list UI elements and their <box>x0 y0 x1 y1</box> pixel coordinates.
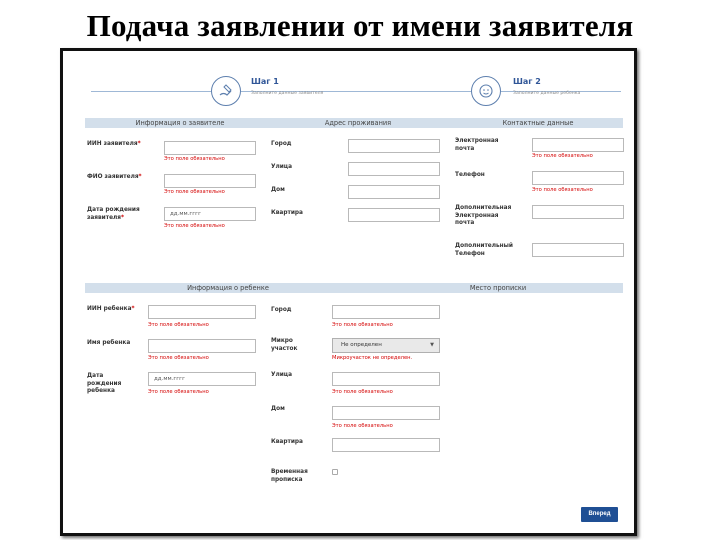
registration-apartment-label: Квартира <box>271 439 303 445</box>
application-form-screenshot <box>60 48 637 536</box>
step-1-circle[interactable] <box>211 76 241 106</box>
step-line-left <box>91 91 211 92</box>
applicant-iin-error: Это поле обязательно <box>164 156 225 162</box>
child-iin-label: ИИН ребенка* <box>87 306 135 312</box>
next-button[interactable]: Вперед <box>581 507 618 522</box>
applicant-fio-label: ФИО заявителя* <box>87 174 142 180</box>
registration-apartment-input[interactable] <box>332 438 440 452</box>
child-name-error: Это поле обязательно <box>148 355 209 361</box>
child-birthdate-error: Это поле обязательно <box>148 389 209 395</box>
contact-email-input[interactable] <box>532 138 624 152</box>
contact-extra-phone-input[interactable] <box>532 243 624 257</box>
applicant-iin-input[interactable] <box>164 141 256 155</box>
registration-house-error: Это поле обязательно <box>332 423 393 429</box>
section-contact-data: Контактные данные <box>502 119 574 127</box>
registration-house-input[interactable] <box>332 406 440 420</box>
child-name-label: Имя ребенка <box>87 340 131 346</box>
registration-street-label: Улица <box>271 372 292 378</box>
contact-phone-label: Телефон <box>455 172 485 178</box>
child-birthdate-label: Дата рождения ребенка <box>87 373 122 394</box>
registration-street-error: Это поле обязательно <box>332 389 393 395</box>
step-2-subtitle: Заполните данные ребенка <box>513 91 581 96</box>
section-child-info: Информация о ребенке <box>187 284 269 292</box>
contact-email-label: Электронная почта <box>455 138 499 152</box>
address-street-input[interactable] <box>348 162 440 176</box>
registration-city-label: Город <box>271 307 292 313</box>
address-city-input[interactable] <box>348 139 440 153</box>
hand-pen-icon <box>217 82 235 100</box>
registration-city-input[interactable] <box>332 305 440 319</box>
baby-face-icon <box>477 82 495 100</box>
address-city-label: Город <box>271 141 292 147</box>
applicant-iin-label: ИИН заявителя* <box>87 141 141 147</box>
slide-title: Подача заявлении от имени заявителя <box>86 8 634 43</box>
registration-temporary-label: Временная прописка <box>271 469 308 483</box>
contact-phone-error: Это поле обязательно <box>532 187 593 193</box>
registration-district-error: Микроучасток не определен. <box>332 355 413 361</box>
child-name-input[interactable] <box>148 339 256 353</box>
chevron-down-icon: ▼ <box>430 342 434 348</box>
applicant-birthdate-label: Дата рождения заявителя* <box>87 207 140 221</box>
registration-district-select[interactable] <box>332 338 440 353</box>
section-residence-address: Адрес проживания <box>324 119 392 127</box>
child-iin-input[interactable] <box>148 305 256 319</box>
step-1-title: Шаг 1 <box>251 77 279 86</box>
contact-extra-email-label: Дополнительная Электронная почта <box>455 205 512 226</box>
address-house-label: Дом <box>271 187 285 193</box>
applicant-birthdate-input[interactable]: дд.мм.гггг <box>164 207 256 221</box>
registration-city-error: Это поле обязательно <box>332 322 393 328</box>
contact-email-error: Это поле обязательно <box>532 153 593 159</box>
registration-district-value: Не определен <box>341 342 382 348</box>
registration-temporary-checkbox[interactable] <box>332 469 338 475</box>
registration-street-input[interactable] <box>332 372 440 386</box>
child-birthdate-input[interactable]: дд.мм.гггг <box>148 372 256 386</box>
applicant-fio-input[interactable] <box>164 174 256 188</box>
step-1-subtitle: Заполните данные заявителя <box>251 91 324 96</box>
step-2-circle[interactable] <box>471 76 501 106</box>
address-street-label: Улица <box>271 164 292 170</box>
child-iin-error: Это поле обязательно <box>148 322 209 328</box>
contact-phone-input[interactable] <box>532 171 624 185</box>
section-registration-place: Место прописки <box>469 284 527 292</box>
contact-extra-phone-label: Дополнительный Телефон <box>455 243 513 257</box>
address-house-input[interactable] <box>348 185 440 199</box>
applicant-fio-error: Это поле обязательно <box>164 189 225 195</box>
registration-district-label: Микро участок <box>271 338 298 352</box>
section-applicant-info: Информация о заявителе <box>135 119 225 127</box>
address-apartment-input[interactable] <box>348 208 440 222</box>
applicant-birthdate-error: Это поле обязательно <box>164 223 225 229</box>
registration-house-label: Дом <box>271 406 285 412</box>
address-apartment-label: Квартира <box>271 210 303 216</box>
contact-extra-email-input[interactable] <box>532 205 624 219</box>
step-2-title: Шаг 2 <box>513 77 541 86</box>
